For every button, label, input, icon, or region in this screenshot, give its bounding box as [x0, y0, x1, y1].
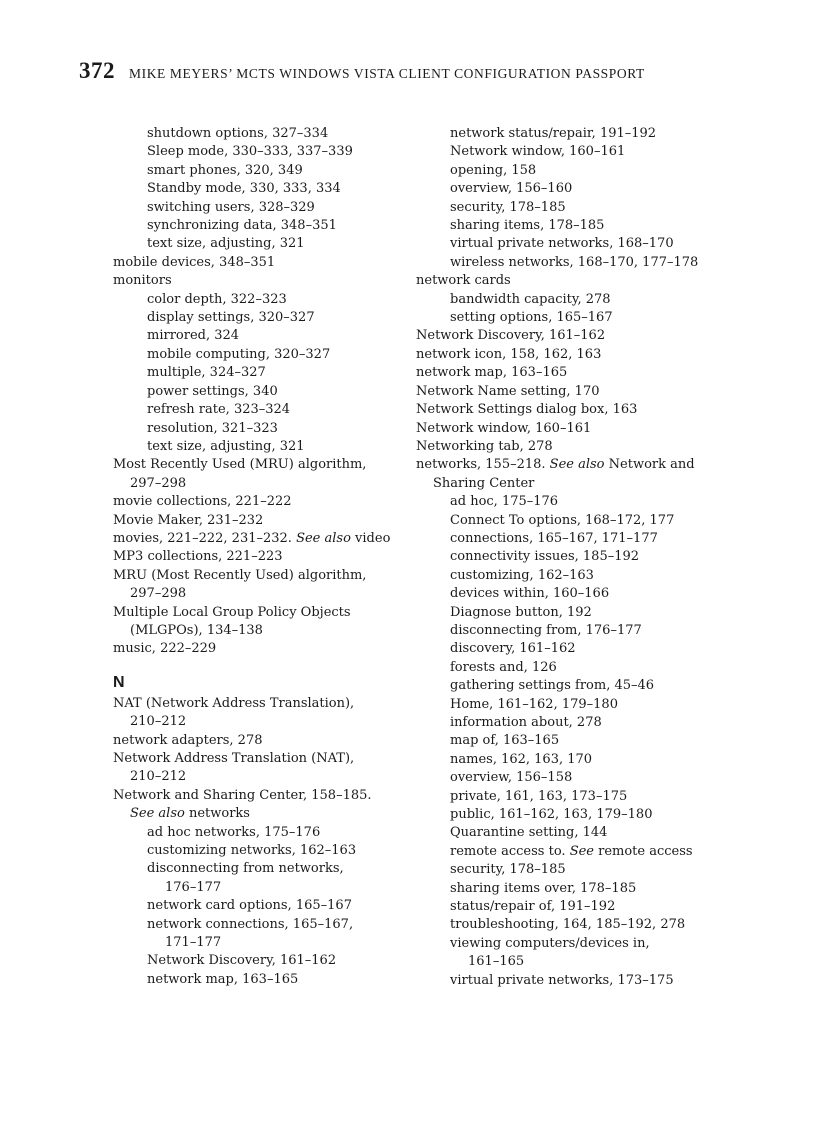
index-entries-right — [416, 125, 716, 990]
index-entry: mirrored, 324 — [147, 328, 240, 344]
index-entry: NAT (Network Address Translation), — [113, 695, 355, 711]
index-entry: Sharing Center — [433, 475, 535, 491]
index-entry: Standby mode, 330, 333, 334 — [147, 181, 341, 197]
index-entry: ad hoc, 175–176 — [450, 494, 559, 510]
index-entry: public, 161–162, 163, 179–180 — [450, 807, 653, 823]
index-entry: MRU (Most Recently Used) algorithm, — [113, 567, 367, 583]
see-also-reference: See also — [130, 806, 185, 822]
index-entry: network status/repair, 191–192 — [450, 126, 657, 141]
index-entry: Connect To options, 168–172, 177 — [450, 512, 675, 528]
index-entry: mobile computing, 320–327 — [147, 346, 331, 362]
index-entry: Network Name setting, 170 — [416, 383, 600, 399]
index-column-left — [113, 125, 405, 989]
index-entry: wireless networks, 168–170, 177–178 — [450, 254, 699, 270]
see-also-reference: See also — [296, 530, 351, 546]
index-entry: 297–298 — [130, 475, 187, 491]
index-entry — [113, 805, 405, 823]
index-entry: synchronizing data, 348–351 — [147, 218, 337, 234]
index-entry: names, 162, 163, 170 — [450, 751, 593, 767]
index-entries-before-n — [113, 125, 405, 659]
index-entry: network card options, 165–167 — [147, 898, 352, 914]
index-entry: network map, 163–165 — [416, 365, 568, 381]
index-entry: status/repair of, 191–192 — [450, 899, 616, 915]
index-entry: network map, 163–165 — [147, 971, 299, 987]
index-entry: MP3 collections, 221–223 — [113, 549, 283, 565]
page-number: 372 — [79, 58, 115, 83]
index-entry: forests and, 126 — [450, 659, 557, 675]
index-entry: gathering settings from, 45–46 — [450, 678, 655, 694]
index-entry: ad hoc networks, 175–176 — [147, 824, 321, 840]
running-title: MIKE MEYERS’ MCTS WINDOWS VISTA CLIENT CONFIGURATION PASSPORT — [129, 66, 645, 81]
index-entry: virtual private networks, 173–175 — [450, 972, 674, 988]
index-entry: Diagnose button, 192 — [450, 604, 592, 620]
index-entry: Network window, 160–161 — [450, 144, 626, 160]
index-entry: customizing networks, 162–163 — [147, 843, 357, 859]
index-entry: private, 161, 163, 173–175 — [450, 788, 628, 804]
entry-text: networks — [184, 806, 250, 822]
index-entry: Multiple Local Group Policy Objects — [113, 604, 351, 620]
section-letter-n: N — [113, 673, 125, 691]
index-entry: text size, adjusting, 321 — [147, 438, 305, 454]
index-entry: mobile devices, 348–351 — [113, 254, 276, 270]
index-entry: bandwidth capacity, 278 — [450, 291, 611, 307]
index-entry: Movie Maker, 231–232 — [113, 512, 264, 528]
index-entry: 297–298 — [130, 586, 187, 602]
index-entry: 161–165 — [468, 954, 525, 970]
index-entry: shutdown options, 327–334 — [147, 126, 329, 141]
index-entry: security, 178–185 — [450, 199, 566, 215]
entry-text: video — [350, 530, 391, 546]
index-entry: text size, adjusting, 321 — [147, 236, 305, 252]
index-entry: information about, 278 — [450, 715, 602, 730]
index-entry: overview, 156–158 — [450, 770, 573, 786]
index-entry: Network and Sharing Center, 158–185. — [113, 787, 372, 803]
index-entry: Network Address Translation (NAT), — [113, 751, 355, 766]
index-entry: smart phones, 320, 349 — [147, 162, 303, 178]
index-entry: discovery, 161–162 — [450, 641, 576, 657]
entry-text: Network and — [604, 457, 695, 473]
index-entry: Most Recently Used (MRU) algorithm, — [113, 457, 367, 473]
see-also-reference: See — [569, 843, 594, 859]
index-entry: refresh rate, 323–324 — [147, 402, 291, 418]
index-entry: multiple, 324–327 — [147, 365, 266, 381]
index-entry: connectivity issues, 185–192 — [450, 549, 640, 565]
index-entry: disconnecting from networks, — [147, 861, 344, 877]
index-entry: setting options, 165–167 — [450, 310, 613, 326]
index-entry: network adapters, 278 — [113, 732, 263, 748]
index-entry: viewing computers/devices in, — [450, 935, 650, 951]
index-entry: network icon, 158, 162, 163 — [416, 346, 602, 362]
index-entry: 210–212 — [130, 769, 187, 785]
see-also-reference: See also — [549, 457, 605, 473]
index-entries-n — [113, 695, 405, 990]
index-entry — [416, 456, 716, 474]
index-entry: movie collections, 221–222 — [113, 494, 292, 510]
index-entry: Sleep mode, 330–333, 337–339 — [147, 144, 353, 160]
index-entry: virtual private networks, 168–170 — [450, 236, 674, 252]
index-entry: switching users, 328–329 — [147, 199, 315, 215]
entry-text: remote access — [593, 843, 693, 859]
index-entry: Networking tab, 278 — [416, 438, 553, 454]
index-entry: connections, 165–167, 171–177 — [450, 530, 658, 546]
entry-text: networks, 155–218. — [416, 457, 550, 473]
index-entry: network connections, 165–167, — [147, 916, 354, 932]
index-entry: power settings, 340 — [147, 383, 278, 399]
index-entry: sharing items over, 178–185 — [450, 880, 637, 896]
entry-text: remote access to. — [450, 843, 570, 859]
entry-text: movies, 221–222, 231–232. — [113, 530, 297, 546]
index-entry: devices within, 160–166 — [450, 586, 610, 602]
index-entry — [113, 530, 405, 548]
index-entry: Network Discovery, 161–162 — [147, 953, 337, 969]
index-entry: security, 178–185 — [450, 862, 566, 878]
index-entry: (MLGPOs), 134–138 — [130, 622, 263, 638]
index-entry: color depth, 322–323 — [147, 291, 287, 307]
index-entry: resolution, 321–323 — [147, 420, 278, 436]
index-entry: disconnecting from, 176–177 — [450, 622, 642, 638]
index-entry: Network window, 160–161 — [416, 420, 592, 436]
index-entry: monitors — [113, 273, 172, 289]
index-entry: opening, 158 — [450, 162, 537, 178]
index-entry: troubleshooting, 164, 185–192, 278 — [450, 917, 686, 933]
index-entry: overview, 156–160 — [450, 181, 573, 197]
index-entry: 210–212 — [130, 714, 187, 730]
index-entry: music, 222–229 — [113, 641, 217, 657]
index-entry: Quarantine setting, 144 — [450, 825, 608, 841]
index-entry: sharing items, 178–185 — [450, 218, 605, 234]
index-entry: map of, 163–165 — [450, 733, 560, 749]
page-header — [79, 58, 645, 88]
index-entry: Home, 161–162, 179–180 — [450, 696, 618, 712]
index-entry: network cards — [416, 273, 511, 289]
index-column-right — [416, 125, 716, 990]
index-entry: 176–177 — [165, 879, 222, 895]
index-entry: display settings, 320–327 — [147, 310, 315, 326]
index-entry: customizing, 162–163 — [450, 567, 594, 583]
index-entry — [416, 843, 716, 861]
index-entry: 171–177 — [165, 935, 222, 951]
index-entry: Network Settings dialog box, 163 — [416, 402, 638, 418]
index-entry: Network Discovery, 161–162 — [416, 328, 606, 344]
